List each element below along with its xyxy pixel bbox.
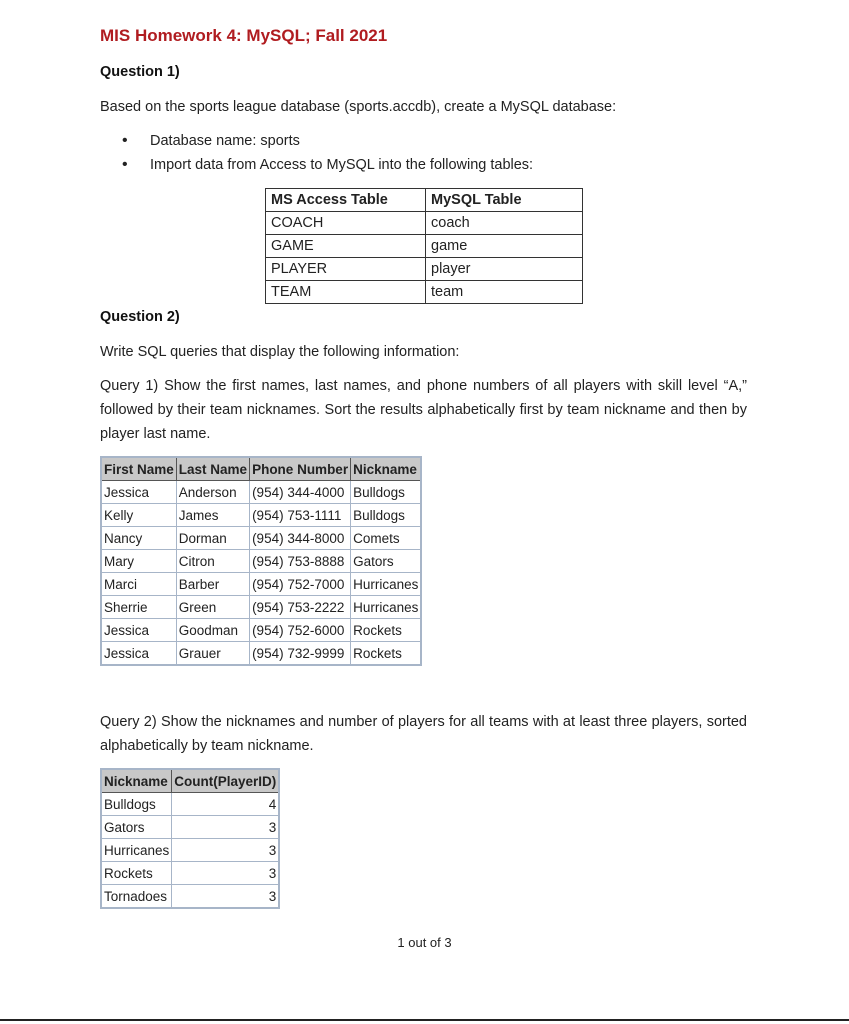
table-cell: (954) 344-4000 — [250, 481, 351, 504]
column-header: MS Access Table — [266, 189, 426, 212]
table-cell: Green — [176, 596, 249, 619]
column-header: First Name — [101, 457, 176, 481]
table-cell: Barber — [176, 573, 249, 596]
table-cell: Sherrie — [101, 596, 176, 619]
table-cell: Hurricanes — [101, 839, 172, 862]
table-cell: coach — [426, 212, 583, 235]
table-cell: Kelly — [101, 504, 176, 527]
table-header-row — [266, 189, 583, 212]
table-cell: Citron — [176, 550, 249, 573]
query-1-result-table — [100, 456, 422, 666]
table-cell: Tornadoes — [101, 885, 172, 909]
table-cell: Mary — [101, 550, 176, 573]
bullet-item: • Import data from Access to MySQL into the following tables: — [100, 153, 533, 177]
table-cell: Jessica — [101, 481, 176, 504]
table-cell: (954) 752-6000 — [250, 619, 351, 642]
question-2-heading: Question 2) — [100, 309, 180, 325]
column-header: Phone Number — [250, 457, 351, 481]
table-row — [101, 839, 279, 862]
table-cell: Rockets — [351, 619, 422, 642]
table-cell: (954) 753-1111 — [250, 504, 351, 527]
table-cell: 3 — [172, 816, 280, 839]
question-1-intro: Based on the sports league database (sports.accdb), create a MySQL database: — [100, 99, 617, 115]
table-cell: Hurricanes — [351, 596, 422, 619]
question-2-intro: Write SQL queries that display the following information: — [100, 344, 460, 360]
page-title: MIS Homework 4: MySQL; Fall 2021 — [100, 26, 388, 45]
table-row — [101, 793, 279, 816]
column-header: Nickname — [101, 769, 172, 793]
table-cell: PLAYER — [266, 258, 426, 281]
query-2-result-table — [100, 768, 280, 909]
table-cell: Bulldogs — [351, 504, 422, 527]
table-cell: Jessica — [101, 619, 176, 642]
table-cell: Marci — [101, 573, 176, 596]
table-row — [101, 642, 421, 666]
table-cell: Bulldogs — [351, 481, 422, 504]
table-row — [101, 527, 421, 550]
table-cell: Rockets — [351, 642, 422, 666]
table-row — [101, 619, 421, 642]
table-cell: Gators — [101, 816, 172, 839]
column-header: MySQL Table — [426, 189, 583, 212]
table-row — [101, 573, 421, 596]
table-cell: team — [426, 281, 583, 304]
table-cell: 3 — [172, 885, 280, 909]
query-1-description: Query 1) Show the first names, last names, and phone numbers of all players with skill level “A,” followed by their team nicknames. Sort the results alphabetically first by team nickname and then by player last name. — [100, 378, 747, 442]
table-cell: Comets — [351, 527, 422, 550]
table-cell: TEAM — [266, 281, 426, 304]
table-cell: (954) 344-8000 — [250, 527, 351, 550]
table-row — [101, 885, 279, 909]
query-2-description: Query 2) Show the nicknames and number of players for all teams with at least three players, sorted alphabetically by team nickname. — [100, 714, 747, 754]
table-header-row — [101, 457, 421, 481]
table-cell: GAME — [266, 235, 426, 258]
table-row — [266, 281, 583, 304]
table-row — [266, 235, 583, 258]
table-mapping-table — [265, 188, 583, 304]
table-row — [101, 504, 421, 527]
table-cell: COACH — [266, 212, 426, 235]
column-header: Count(PlayerID) — [172, 769, 280, 793]
table-cell: player — [426, 258, 583, 281]
table-row — [101, 481, 421, 504]
table-row — [101, 862, 279, 885]
bullet-item: • Database name: sports — [100, 129, 533, 153]
table-row — [101, 816, 279, 839]
table-cell: Bulldogs — [101, 793, 172, 816]
table-cell: Goodman — [176, 619, 249, 642]
table-cell: Anderson — [176, 481, 249, 504]
table-row — [101, 550, 421, 573]
question-1-bullet-list — [100, 129, 533, 177]
table-cell: (954) 753-2222 — [250, 596, 351, 619]
column-header: Nickname — [351, 457, 422, 481]
question-1-heading: Question 1) — [100, 64, 180, 80]
table-cell: Grauer — [176, 642, 249, 666]
table-cell: game — [426, 235, 583, 258]
table-cell: (954) 753-8888 — [250, 550, 351, 573]
table-cell: 3 — [172, 862, 280, 885]
table-row — [101, 596, 421, 619]
table-header-row — [101, 769, 279, 793]
table-cell: Nancy — [101, 527, 176, 550]
table-cell: Rockets — [101, 862, 172, 885]
table-row — [266, 212, 583, 235]
table-cell: Dorman — [176, 527, 249, 550]
table-cell: Hurricanes — [351, 573, 422, 596]
table-cell: James — [176, 504, 249, 527]
table-row — [266, 258, 583, 281]
column-header: Last Name — [176, 457, 249, 481]
table-cell: (954) 732-9999 — [250, 642, 351, 666]
page-number: 1 out of 3 — [397, 935, 452, 950]
table-cell: (954) 752-7000 — [250, 573, 351, 596]
table-cell: 3 — [172, 839, 280, 862]
table-cell: Jessica — [101, 642, 176, 666]
table-cell: Gators — [351, 550, 422, 573]
table-cell: 4 — [172, 793, 280, 816]
page-bottom-divider — [0, 1019, 849, 1021]
